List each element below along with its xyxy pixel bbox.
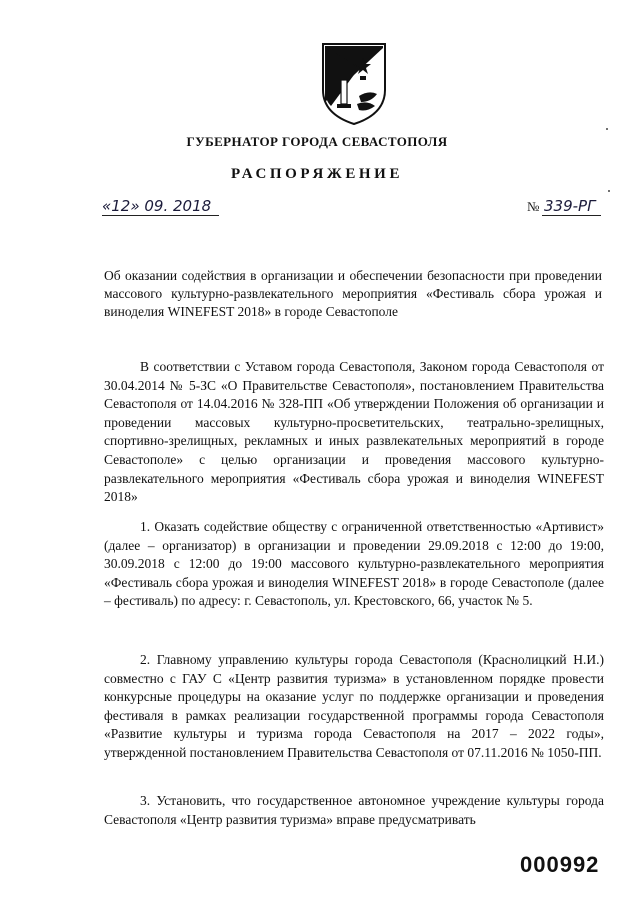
scan-speck (606, 128, 608, 130)
serial-number: 000992 (520, 852, 600, 877)
document-number: 339-РГ (542, 197, 601, 216)
number-label: № (527, 199, 540, 214)
clause-1: 1. Оказать содействие обществу с ограниченной ответственностью «Артивист» (далее – организатор) в организации и проведении 29.09.2018 с 12:00 до 19:00, 30.09.2018 с 12:00 до 19:00 массового культурно-развлекательного мероприятия «Фестиваль сбора урожая и виноделия WINEFEST 2018» в городе Севастополе (далее – фестиваль) по адресу: г. Севастополь, ул. Крестовского, 66, участок № 5. (104, 519, 604, 609)
document-date: «12» 09. 2018 (102, 197, 219, 216)
scan-speck (608, 190, 610, 192)
date-number-line (102, 197, 622, 221)
issuer-heading: ГУБЕРНАТОР ГОРОДА СЕВАСТОПОЛЯ (186, 134, 448, 149)
document-title: РАСПОРЯЖЕНИЕ (230, 166, 404, 182)
preamble-paragraph: В соответствии с Уставом города Севастополя, Законом города Севастополя от 30.04.2014 № 5-ЗС «О Правительстве Севастополя», постановлением Правительства Севастополя от 14.04.2016 № 328-ПП «Об утверждении Положения об организации и проведении массовых культурно-просветительских, театрально-зрелищных, спортивно-зрелищных, рекламных и иных развлекательных мероприятий в городе Севастополе» с целью организации и проведения массового культурно-развлекательного мероприятия «Фестиваль сбора урожая и виноделия WINEFEST 2018» (104, 359, 604, 505)
clause-3: 3. Установить, что государственное автономное учреждение культуры города Севастополя «Центр развития туризма» вправе предусматривать (104, 793, 604, 827)
clause-2: 2. Главному управлению культуры города Севастополя (Краснолицкий Н.И.) совместно с ГАУ С «Центр развития туризма» в установленном порядке провести конкурсные процедуры на оказание услуг по поддержке организации и проведения фестиваля в рамках реализации государственной программы города Севастополя «Развитие культуры и туризма города Севастополя на 2017 – 2022 годы», утвержденной постановлением Правительства Севастополя от 07.11.2016 № 1050-ПП. (104, 652, 604, 760)
coat-of-arms-icon (319, 40, 389, 126)
document-subject: Об оказании содействия в организации и обеспечении безопасности при проведении массового культурно-развлекательного мероприятия «Фестиваль сбора урожая и виноделия WINEFEST 2018» в городе Севастополе (104, 268, 602, 319)
